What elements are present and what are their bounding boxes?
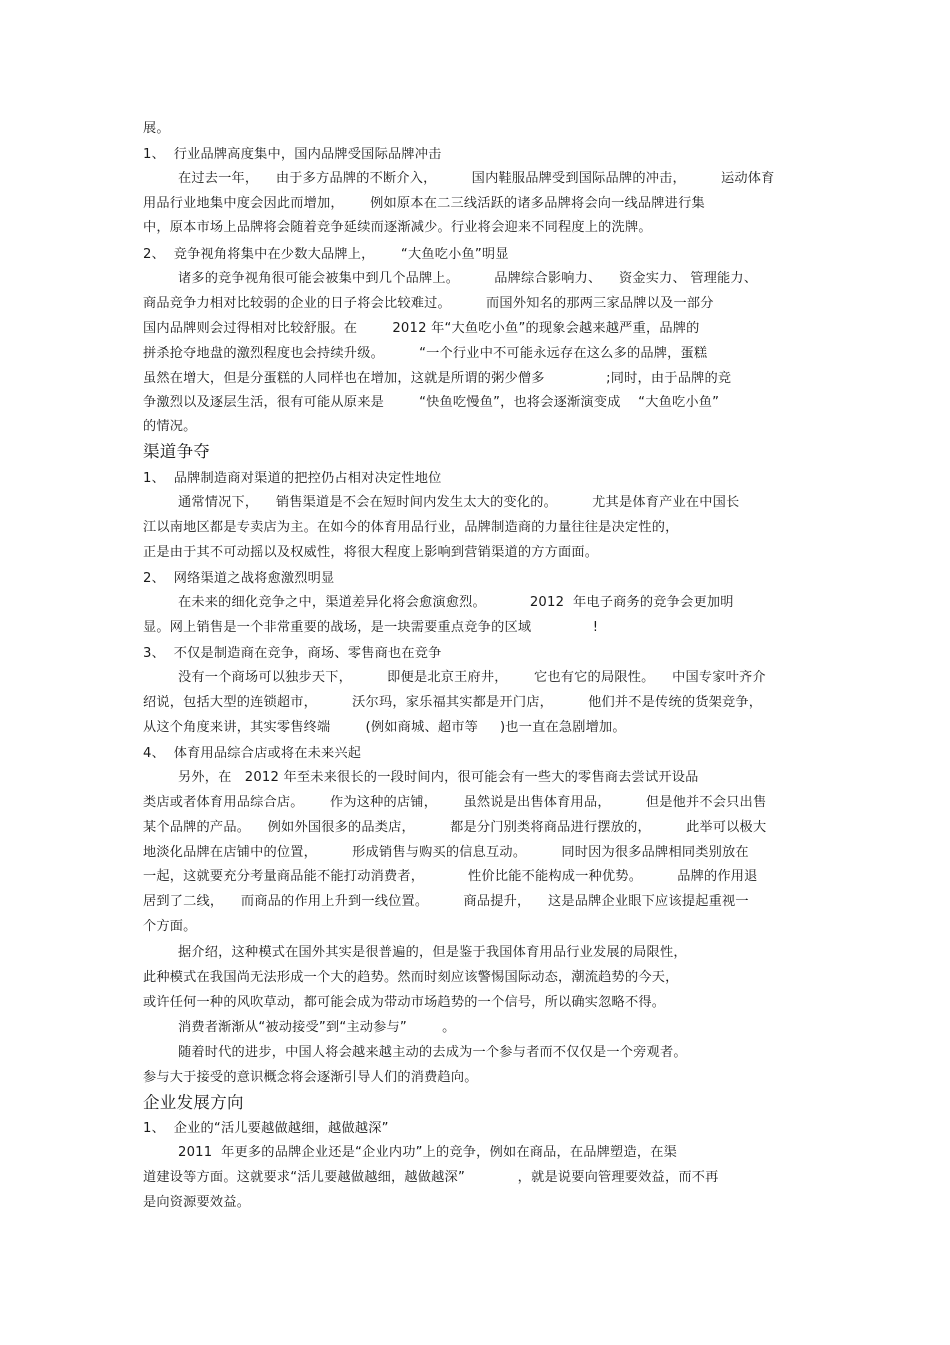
text-line: 虽然在增大，但是分蛋糕的人同样也在增加，这就是所谓的粥少僧多 ;同时，由于品牌的竞 [143,371,732,386]
list-item-heading: 1、 品牌制造商对渠道的把控仍占相对决定性地位 [143,471,442,486]
list-item-heading: 1、 企业的“活儿要越做越细，越做越深” [143,1121,389,1136]
text-line: 没有一个商场可以独步天下， 即便是北京王府井， 它也有它的局限性。 中国专家叶齐介 [178,670,766,685]
text-line: 2011 年更多的品牌企业还是“企业内功”上的竞争，例如在商品，在品牌塑造，在渠 [178,1145,677,1160]
text-line: 用品行业地集中度会因此而增加， 例如原本在二三线活跃的诸多品牌将会向一线品牌进行集 [143,196,705,211]
text-line: 参与大于接受的意识概念将会逐渐引导人们的消费趋向。 [143,1070,478,1085]
text-line: 国内品牌则会过得相对比较舒服。在 2012 年“大鱼吃小鱼”的现象会越来越严重，品牌的 [143,321,700,336]
text-line: 争激烈以及逐层生活，很有可能从原来是 “快鱼吃慢鱼”，也将会逐渐演变成 “大鱼吃小鱼” [143,395,720,410]
text-line: 另外，在 2012 年至未来很长的一段时间内，很可能会有一些大的零售商去尝试开设品 [178,770,699,785]
text-line: 是向资源要效益。 [143,1195,251,1210]
section-heading: 企业发展方向 [143,1093,244,1112]
text-line: 诸多的竞争视角很可能会被集中到几个品牌上。 品牌综合影响力、 资金实力、 管理能力、 [178,271,758,286]
text-line: 随着时代的进步，中国人将会越来越主动的去成为一个参与者而不仅仅是一个旁观者。 [178,1045,687,1060]
text-line: 地淡化品牌在店铺中的位置， 形成销售与购买的信息互动。 同时因为很多品牌相同类别放在 [143,845,749,860]
text-line: 在未来的细化竞争之中，渠道差异化将会愈演愈烈。 2012 年电子商务的竞争会更加明 [178,595,734,610]
text-line: 或许任何一种的风吹草动，都可能会成为带动市场趋势的一个信号，所以确实忽略不得。 [143,995,666,1010]
text-line: 商品竞争力相对比较弱的企业的日子将会比较难过。 而国外知名的那两三家品牌以及一部分 [143,296,714,311]
text-line: 据介绍，这种模式在国外其实是很普遍的，但是鉴于我国体育用品行业发展的局限性， [178,945,687,960]
text-line: 某个品牌的产品。 例如外国很多的品类店， 都是分门别类将商品进行摆放的， 此举可以极大 [143,820,767,835]
text-line: 正是由于其不可动摇以及权威性，将很大程度上影响到营销渠道的方方面面。 [143,545,599,560]
text-line: 居到了二线， 而商品的作用上升到一线位置。 商品提升， 这是品牌企业眼下应该提起重视一 [143,894,749,909]
text-line: 此种模式在我国尚无法形成一个大的趋势。然而时刻应该警惕国际动态，潮流趋势的今天， [143,970,679,985]
section-heading: 渠道争夺 [143,442,211,461]
list-item-heading: 2、 网络渠道之战将愈激烈明显 [143,571,335,586]
text-line: 通常情况下， 销售渠道是不会在短时间内发生太大的变化的。 尤其是体育产业在中国长 [178,495,740,510]
text-line: 从这个角度来讲，其实零售终端 (例如商城、超市等 )也一直在急剧增加。 [143,720,626,735]
text-line: 展。 [143,121,170,136]
list-item-heading: 2、 竞争视角将集中在少数大品牌上， “大鱼吃小鱼”明显 [143,247,509,262]
text-line: 消费者渐渐从“被动接受”到“主动参与” 。 [178,1020,456,1035]
text-line: 中，原本市场上品牌将会随着竞争延续而逐渐减少。行业将会迎来不同程度上的洗牌。 [143,220,652,235]
text-line: 的情况。 [143,419,197,434]
text-line: 在过去一年， 由于多方品牌的不断介入， 国内鞋服品牌受到国际品牌的冲击， 运动体育 [178,171,775,186]
list-item-heading: 3、 不仅是制造商在竞争，商场、零售商也在竞争 [143,646,442,661]
list-item-heading: 4、 体育用品综合店或将在未来兴起 [143,746,362,761]
text-line: 拼杀抢夺地盘的激烈程度也会持续升级。 “一个行业中不可能永远存在这么多的品牌，蛋糕 [143,346,708,361]
list-item-heading: 1、 行业品牌高度集中，国内品牌受国际品牌冲击 [143,147,442,162]
text-line: 显。网上销售是一个非常重要的战场，是一块需要重点竞争的区域 ! [143,620,599,635]
text-line: 江以南地区都是专卖店为主。在如今的体育用品行业，品牌制造商的力量往往是决定性的， [143,520,679,535]
text-line: 类店或者体育用品综合店。 作为这种的店铺， 虽然说是出售体育用品， 但是他并不会只出售 [143,795,767,810]
text-line: 道建设等方面。这就要求“活儿要越做越细，越做越深” ，就是说要向管理要效益，而不再 [143,1170,719,1185]
text-line: 个方面。 [143,919,197,934]
text-line: 一起，这就要充分考量商品能不能打动消费者， 性价比能不能构成一种优势。 品牌的作用退 [143,869,758,884]
text-line: 绍说，包括大型的连锁超市， 沃尔玛，家乐福其实都是开门店， 他们并不是传统的货架竞争， [143,695,763,710]
